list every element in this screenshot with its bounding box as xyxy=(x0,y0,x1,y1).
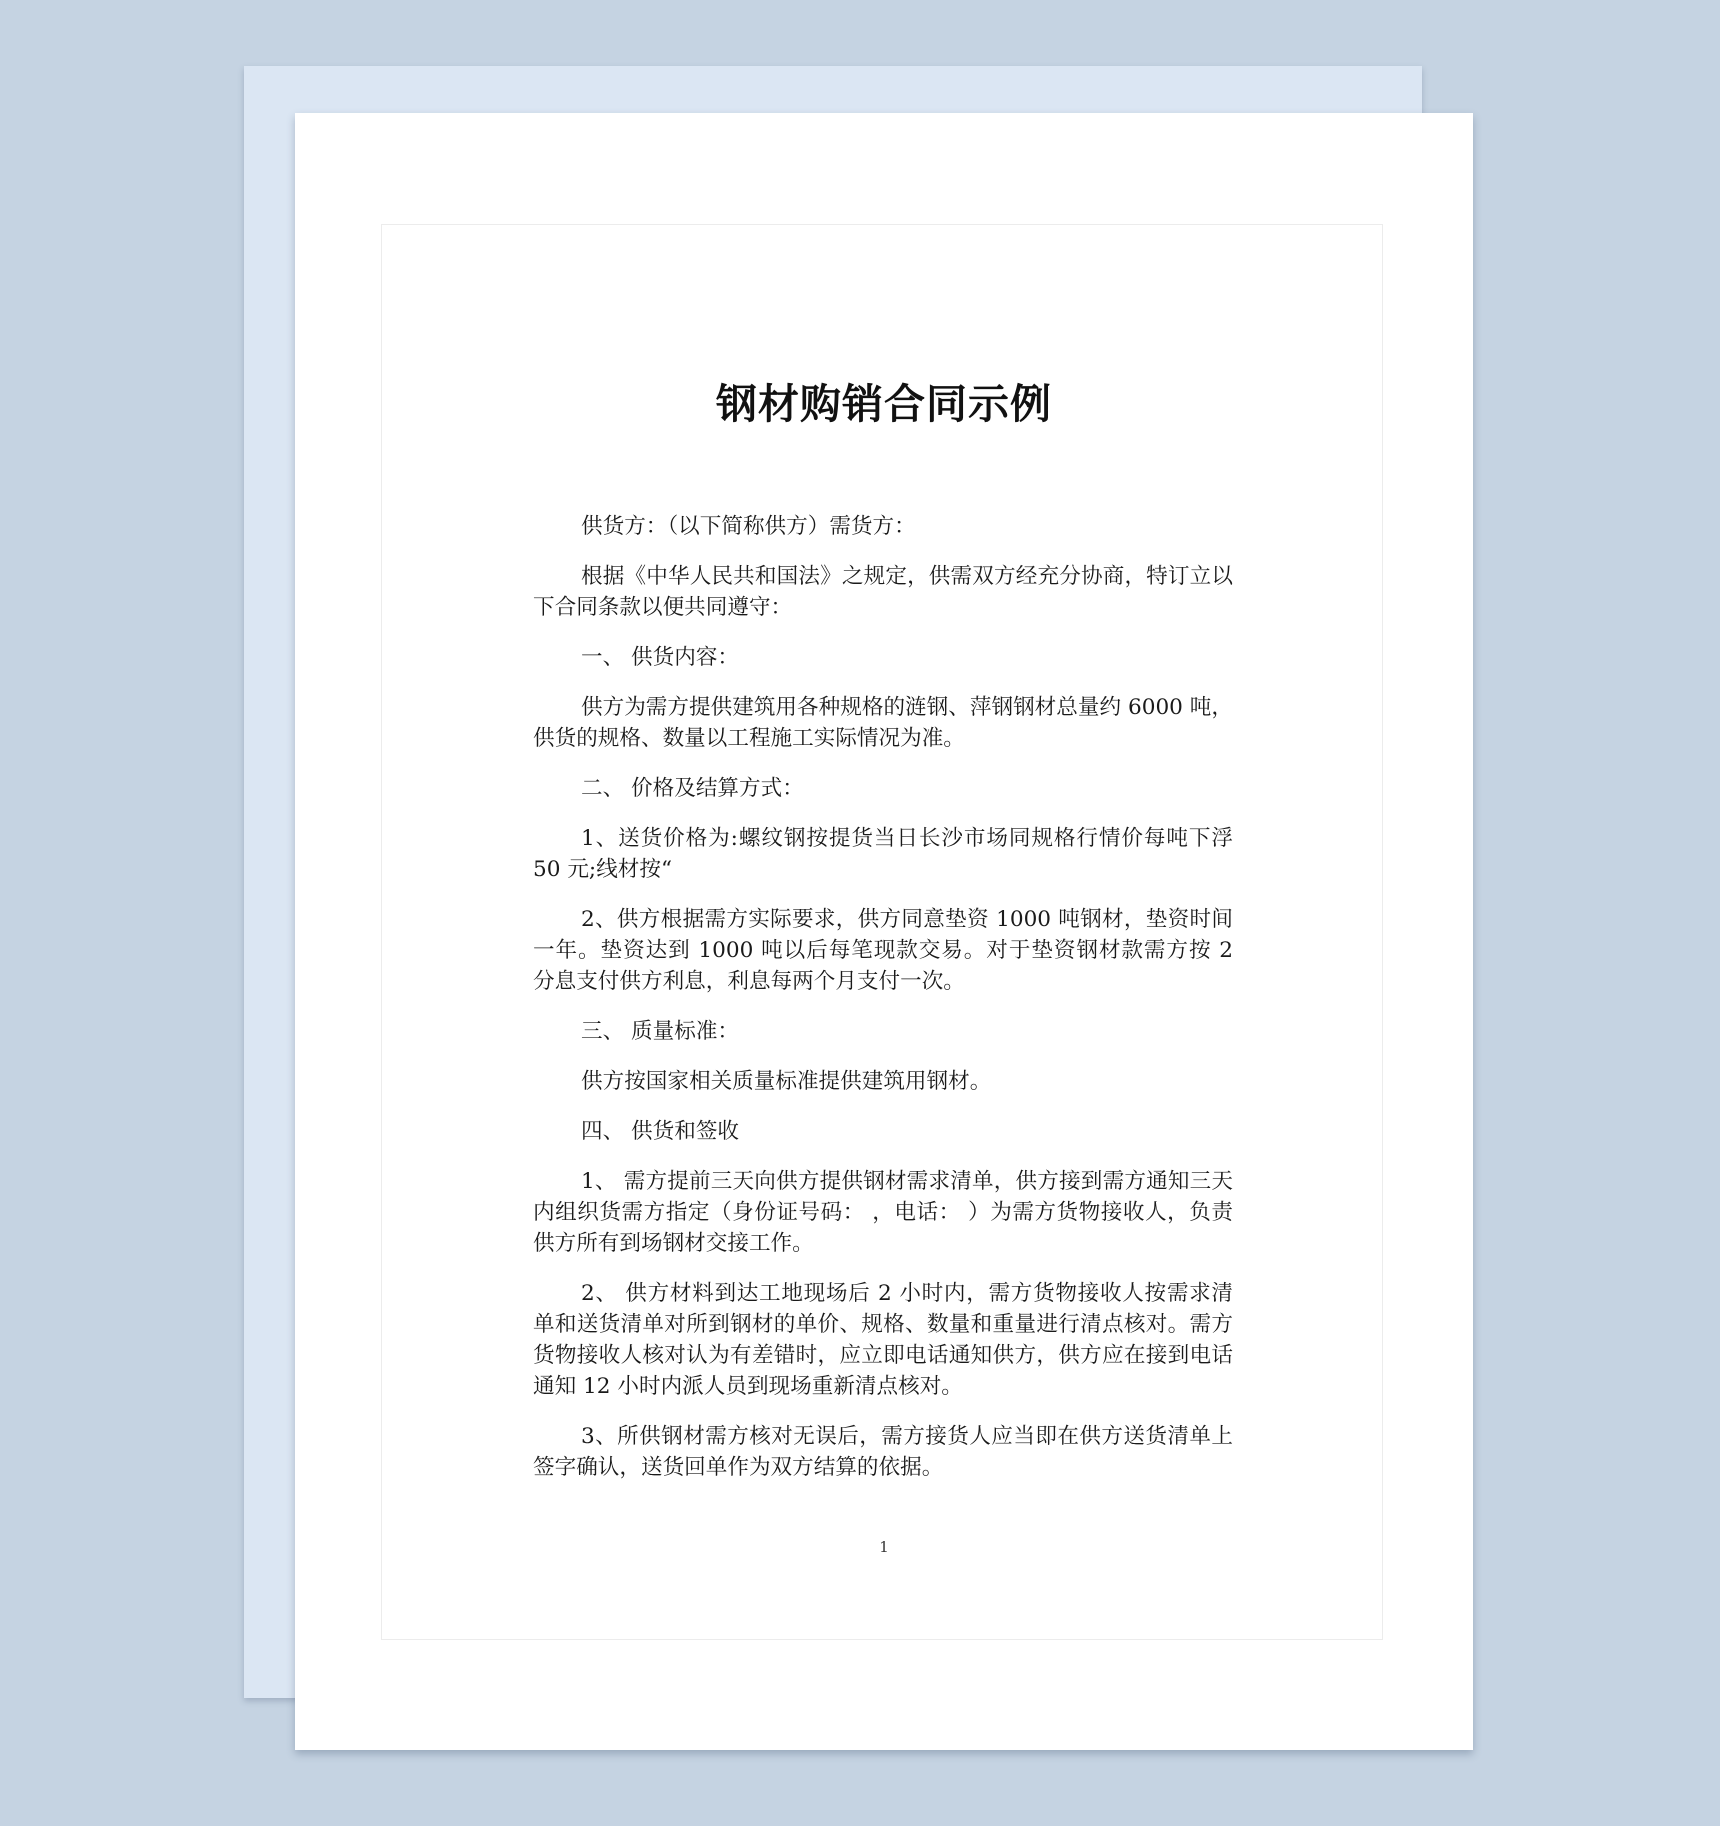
document-body xyxy=(533,511,1233,1502)
paragraph-parties: 供货方：（以下简称供方）需货方： xyxy=(581,514,916,539)
paragraph-supply-content: 供方为需方提供建筑用各种规格的涟钢、萍钢钢材总量约 6000 吨，供货的规格、数量以工程施工实际情况为准。 xyxy=(533,695,1233,751)
page-number: 1 xyxy=(879,1538,889,1556)
paragraph-price-1: 1、送货价格为:螺纹钢按提货当日长沙市场同规格行情价每吨下浮 50 元;线材按“ xyxy=(533,826,1233,882)
paragraph-price-2: 2、供方根据需方实际要求，供方同意垫资 1000 吨钢材，垫资时间一年。垫资达到 1000 吨以后每笔现款交易。对于垫资钢材款需方按 2 分息支付供方利息，利息每两个月支付一次。 xyxy=(533,907,1233,994)
paragraph-delivery-1: 1、 需方提前三天向供方提供钢材需求清单，供方接到需方通知三天内组织货需方指定（身份证号码： ，电话： ）为需方货物接收人，负责供方所有到场钢材交接工作。 xyxy=(533,1169,1233,1256)
document-page xyxy=(295,113,1473,1750)
paragraph-delivery-2: 2、 供方材料到达工地现场后 2 小时内，需方货物接收人按需求清单和送货清单对所到钢材的单价、规格、数量和重量进行清点核对。需方货物接收人核对认为有差错时，应立即电话通知供方，供方应在接到电话通知 12 小时内派人员到现场重新清点核对。 xyxy=(533,1281,1233,1399)
heading-delivery-receipt: 四、 供货和签收 xyxy=(581,1119,740,1144)
paragraph-quality-standard: 供方按国家相关质量标准提供建筑用钢材。 xyxy=(581,1069,992,1094)
document-title: 钢材购销合同示例 xyxy=(716,380,1052,428)
heading-price-settlement: 二、 价格及结算方式： xyxy=(581,776,804,801)
paragraph-delivery-3: 3、所供钢材需方核对无误后，需方接货人应当即在供方送货清单上签字确认，送货回单作为双方结算的依据。 xyxy=(533,1424,1233,1480)
heading-quality-standard: 三、 质量标准： xyxy=(581,1019,740,1044)
paragraph-preamble: 根据《中华人民共和国法》之规定，供需双方经充分协商，特订立以下合同条款以便共同遵守： xyxy=(533,564,1233,620)
heading-supply-content: 一、 供货内容： xyxy=(581,645,740,670)
